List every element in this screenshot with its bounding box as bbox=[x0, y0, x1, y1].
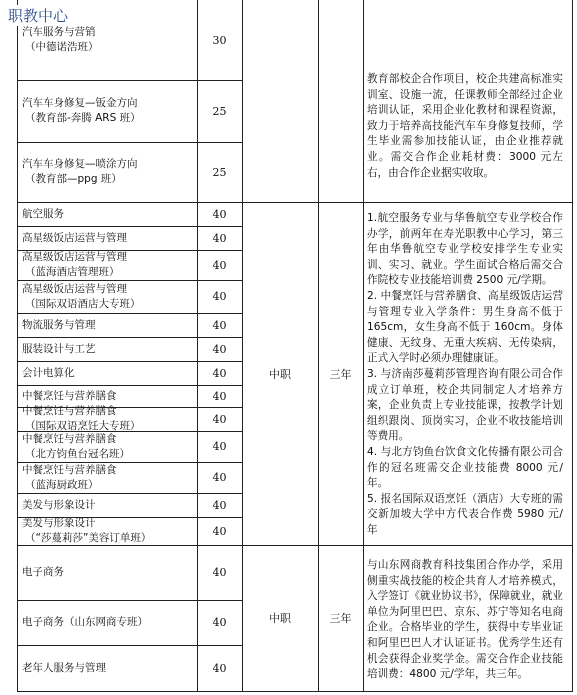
enroll-count: 40 bbox=[212, 258, 227, 272]
major-name: 高星级饭店运营与管理 bbox=[22, 282, 127, 295]
enroll-count: 40 bbox=[212, 231, 227, 245]
enroll-count: 25 bbox=[212, 104, 227, 118]
enroll-count: 40 bbox=[212, 207, 227, 221]
grid-line bbox=[572, 0, 573, 691]
enroll-count: 40 bbox=[212, 290, 227, 303]
note-b-1: 1.航空服务专业与华鲁航空专业学校合作办学，前两年在寿光职教中心学习，第三年由华鲁航空专业学校安排学生专业实训、实习、就业。学生面试合格后需交合作院校专业技能培训费 2500 元/学期。 bbox=[367, 212, 563, 287]
major-name: 会计电算化 bbox=[22, 366, 75, 379]
group-b-level: 中职 bbox=[269, 367, 291, 381]
major-cell bbox=[22, 431, 195, 462]
grid-line bbox=[17, 691, 573, 692]
major-cell bbox=[22, 600, 195, 645]
major-name: 汽车服务与营销 bbox=[22, 26, 96, 38]
major-cell bbox=[22, 493, 195, 517]
major-cell bbox=[22, 545, 195, 600]
major-subtitle: （国际双语酒店大专班） bbox=[25, 297, 141, 310]
major-cell bbox=[22, 645, 195, 691]
enroll-count: 30 bbox=[212, 33, 227, 47]
note-group-a: 教育部校企合作项目，校企共建高标准实训室、设施一流，任课教师全部经过企业培训认证，采用企业化教材和课程资源，致力于培养高技能汽车车身修复技师，学生毕业需参加技能认证，由企业推荐就业。需交合作企业耗材费：3000 元左右，由合作企业据实收取。 bbox=[367, 73, 563, 179]
major-cell bbox=[22, 313, 195, 337]
major-cell bbox=[22, 250, 195, 280]
major-name: 汽车车身修复—钣金方向 bbox=[22, 97, 138, 109]
enroll-count: 40 bbox=[212, 471, 227, 484]
enroll-count: 40 bbox=[212, 412, 227, 426]
major-cell bbox=[22, 142, 195, 202]
major-name: 汽车车身修复—喷涂方向 bbox=[22, 158, 138, 170]
major-cell bbox=[22, 337, 195, 361]
group-b-duration: 三年 bbox=[329, 367, 352, 381]
major-name: 高星级饭店运营与管理 bbox=[22, 231, 127, 244]
note-group-b bbox=[367, 211, 563, 538]
enroll-count: 40 bbox=[212, 440, 227, 453]
enroll-count: 25 bbox=[212, 165, 227, 179]
major-name: 服装设计与工艺 bbox=[22, 342, 96, 355]
enroll-count: 40 bbox=[212, 342, 227, 356]
major-name: 中餐烹饪与营养膳食 bbox=[22, 463, 117, 476]
major-name: 美发与形象设计 bbox=[22, 498, 96, 511]
major-cell bbox=[22, 517, 195, 545]
major-name: 老年人服务与管理 bbox=[22, 661, 106, 674]
note-group-c: 与山东网商教育科技集团合作办学，采用侧重实战技能的校企共育人才培养模式，入学签订《就业协议书》，保障就业，就业单位为阿里巴巴、京东、苏宁等知名电商企业。合格毕业的学生，获得中专毕业证和阿里巴巴人才认证证书。优秀学生还有机会获得企业奖学金。需交合作企业技能培训费：4800 元/学年，共三年。 bbox=[367, 559, 563, 681]
enroll-count: 40 bbox=[212, 389, 227, 403]
enroll-count: 40 bbox=[212, 524, 227, 538]
major-name: 航空服务 bbox=[22, 207, 64, 220]
major-name: 中餐烹饪与营养膳食 bbox=[22, 432, 117, 445]
grid-line bbox=[363, 0, 364, 691]
major-subtitle: （北方钧鱼台冠名班） bbox=[25, 447, 130, 460]
major-subtitle: （国际双语烹饪大专班） bbox=[25, 420, 141, 432]
note-b-4: 4. 与北方钧鱼台饮食文化传播有限公司合作的冠名班需交企业技能费 8000 元/年。 bbox=[367, 445, 563, 490]
note-b-5: 5. 报名国际双语烹饪（酒店）大专班的需交新加坡大学中方代表合作费 5980 元/年 bbox=[367, 492, 563, 536]
major-cell bbox=[22, 361, 195, 385]
major-cell bbox=[22, 80, 195, 142]
major-name: 物流服务与管理 bbox=[22, 318, 96, 331]
major-subtitle: （蓝海酒店管理班） bbox=[25, 266, 120, 278]
enroll-count: 40 bbox=[212, 498, 227, 512]
major-name: 电子商务（山东网商专班） bbox=[22, 616, 148, 628]
major-subtitle: （中德诺浩班） bbox=[25, 41, 99, 53]
major-cell bbox=[22, 280, 195, 313]
enroll-count: 40 bbox=[212, 366, 227, 380]
note-b-2: 2. 中餐烹饪与营养膳食、高星级饭店运营与管理专业入学条件：男生身高不低于 165cm，女生身高不低于 160cm。身体健康、无纹身、无重大疾病、无传染病，正式入学时必须办理健康证。 bbox=[367, 289, 563, 365]
major-subtitle: （“莎蔓莉莎”美容订单班） bbox=[25, 532, 152, 544]
major-subtitle: （教育部—ppg 班） bbox=[25, 173, 122, 185]
major-subtitle: （蓝海厨政班） bbox=[25, 478, 99, 491]
enroll-count: 40 bbox=[212, 616, 227, 629]
major-cell bbox=[22, 407, 195, 431]
major-name: 美发与形象设计 bbox=[22, 517, 96, 529]
group-c-level: 中职 bbox=[269, 612, 291, 625]
major-cell bbox=[22, 202, 195, 226]
note-b-3: 3. 与济南莎蔓莉莎管理咨询有限公司合作成立订单班，校企共同制定人才培养方案，企业负责上专业技能课，按教学计划组织跟岗、顶岗实习，企业不收技能培训等费用。 bbox=[367, 367, 563, 443]
major-cell bbox=[22, 226, 195, 250]
major-name: 中餐烹饪与营养膳食 bbox=[22, 405, 117, 417]
enroll-count: 40 bbox=[212, 661, 227, 675]
major-cell bbox=[22, 462, 195, 493]
grid-line bbox=[17, 0, 18, 691]
major-subtitle: （教育部-奔腾 ARS 班） bbox=[25, 112, 141, 124]
header-watermark: 职教中心 bbox=[8, 7, 69, 25]
enroll-count: 40 bbox=[212, 318, 227, 332]
major-name: 电子商务 bbox=[22, 566, 64, 578]
major-name: 中餐烹饪与营养膳食 bbox=[22, 389, 117, 402]
enroll-count: 40 bbox=[212, 566, 227, 579]
major-name: 高星级饭店运营与管理 bbox=[22, 251, 127, 263]
group-c-duration: 三年 bbox=[329, 612, 352, 625]
